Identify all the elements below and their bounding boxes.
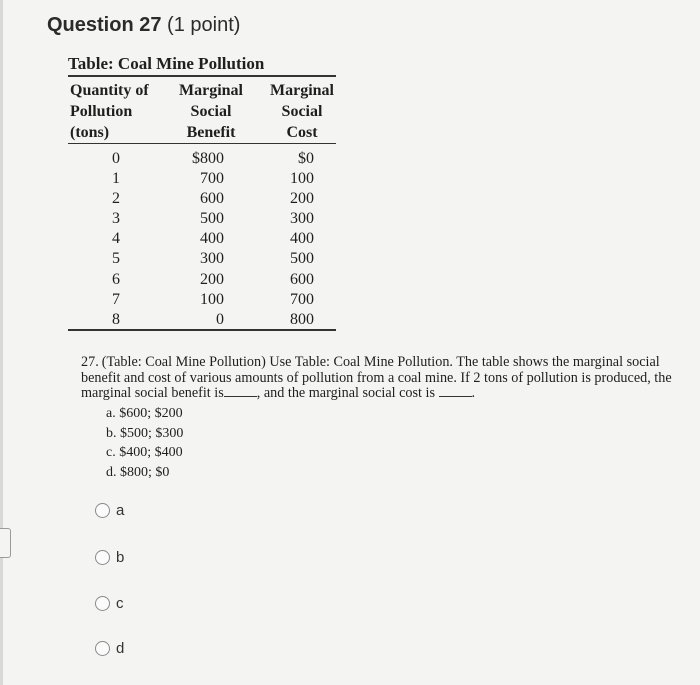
cell-cost: 500 [290, 250, 314, 268]
blank-cost [439, 386, 472, 397]
table-bottom-rule [68, 329, 336, 331]
cell-cost: 300 [290, 210, 314, 228]
table-row [0, 209, 400, 229]
header-line: Marginal [270, 82, 334, 99]
header-cost [264, 80, 340, 143]
question-number: Question 27 [47, 14, 162, 36]
table-row [0, 169, 400, 189]
option-b[interactable] [95, 549, 124, 566]
radio-a[interactable] [95, 503, 110, 518]
header-quantity [70, 80, 149, 143]
table-header-rule [68, 143, 336, 144]
choice-a-text: a. $600; $200 [106, 406, 183, 421]
option-d[interactable] [95, 640, 124, 657]
radio-c[interactable] [95, 596, 110, 611]
table-row [0, 270, 400, 290]
cell-benefit: 500 [200, 210, 224, 228]
cell-quantity: 4 [112, 230, 120, 248]
table-row [0, 310, 400, 330]
table-title: Table: Coal Mine Pollution [68, 54, 265, 73]
header-line: Pollution [70, 103, 133, 120]
cell-benefit: 700 [200, 170, 224, 188]
option-a-label[interactable]: a [116, 502, 125, 519]
cell-benefit: 600 [200, 190, 224, 208]
question-title [47, 14, 240, 37]
radio-d[interactable] [95, 641, 110, 656]
cell-benefit: 400 [200, 230, 224, 248]
cell-benefit: 300 [200, 250, 224, 268]
header-line: Marginal [179, 82, 243, 99]
header-line: Social [281, 103, 323, 120]
cell-cost: 700 [290, 290, 314, 308]
cell-quantity: 1 [112, 170, 120, 188]
header-line: (tons) [70, 124, 110, 141]
option-d-label[interactable]: d [116, 640, 125, 657]
table-row [0, 229, 400, 249]
cell-cost: 400 [290, 230, 314, 248]
prompt-text-2: , and the marginal social cost is [256, 385, 435, 401]
cell-benefit: $800 [192, 150, 224, 167]
cell-cost: 200 [290, 190, 314, 208]
question-points: (1 point) [167, 14, 241, 36]
cell-cost: 600 [290, 270, 314, 288]
page-left-edge [0, 0, 3, 685]
header-line: Social [190, 103, 232, 120]
cell-quantity: 0 [112, 150, 120, 167]
cell-cost: 100 [290, 170, 314, 188]
choice-c-text: c. $400; $400 [106, 445, 183, 460]
header-line: Benefit [186, 124, 236, 141]
cell-benefit: 100 [200, 290, 224, 308]
table-row [0, 290, 400, 310]
prompt-number: 27. [81, 354, 99, 370]
header-line: Quantity of [70, 82, 149, 99]
blank-benefit [224, 386, 257, 397]
option-c-label[interactable]: c [116, 595, 124, 612]
side-panel-handle[interactable] [0, 528, 11, 558]
choice-list [106, 404, 183, 482]
table-row [0, 189, 400, 209]
option-b-label[interactable]: b [116, 549, 125, 566]
cell-cost: $0 [298, 150, 314, 167]
question-text [81, 355, 691, 402]
header-benefit [166, 80, 256, 143]
prompt-text-1: (Table: Coal Mine Pollution) Use Table: Coal Mine Pollution. The table shows the marginal social benefit and cost of various amounts of pollution from a coal mine. If 2 tons of pollution is produced, the marginal social benefit is [81, 354, 672, 401]
option-c[interactable] [95, 595, 124, 612]
radio-b[interactable] [95, 550, 110, 565]
cell-cost: 800 [290, 310, 314, 328]
table-row [0, 149, 400, 169]
option-a[interactable] [95, 502, 124, 519]
table-row [0, 249, 400, 269]
table-body [0, 149, 400, 330]
choice-d-text: d. $800; $0 [106, 464, 170, 480]
cell-quantity: 5 [112, 250, 120, 268]
cell-quantity: 2 [112, 190, 120, 208]
header-line: Cost [286, 124, 318, 141]
cell-quantity: 3 [112, 210, 120, 228]
cell-quantity: 8 [112, 310, 120, 328]
cell-quantity: 6 [112, 270, 120, 288]
cell-benefit: 200 [200, 270, 224, 288]
prompt-text-3: . [471, 385, 476, 401]
choice-b-text: b. $500; $300 [106, 425, 184, 441]
cell-benefit: 0 [216, 310, 224, 328]
table-top-rule [68, 75, 336, 77]
cell-quantity: 7 [112, 290, 120, 308]
